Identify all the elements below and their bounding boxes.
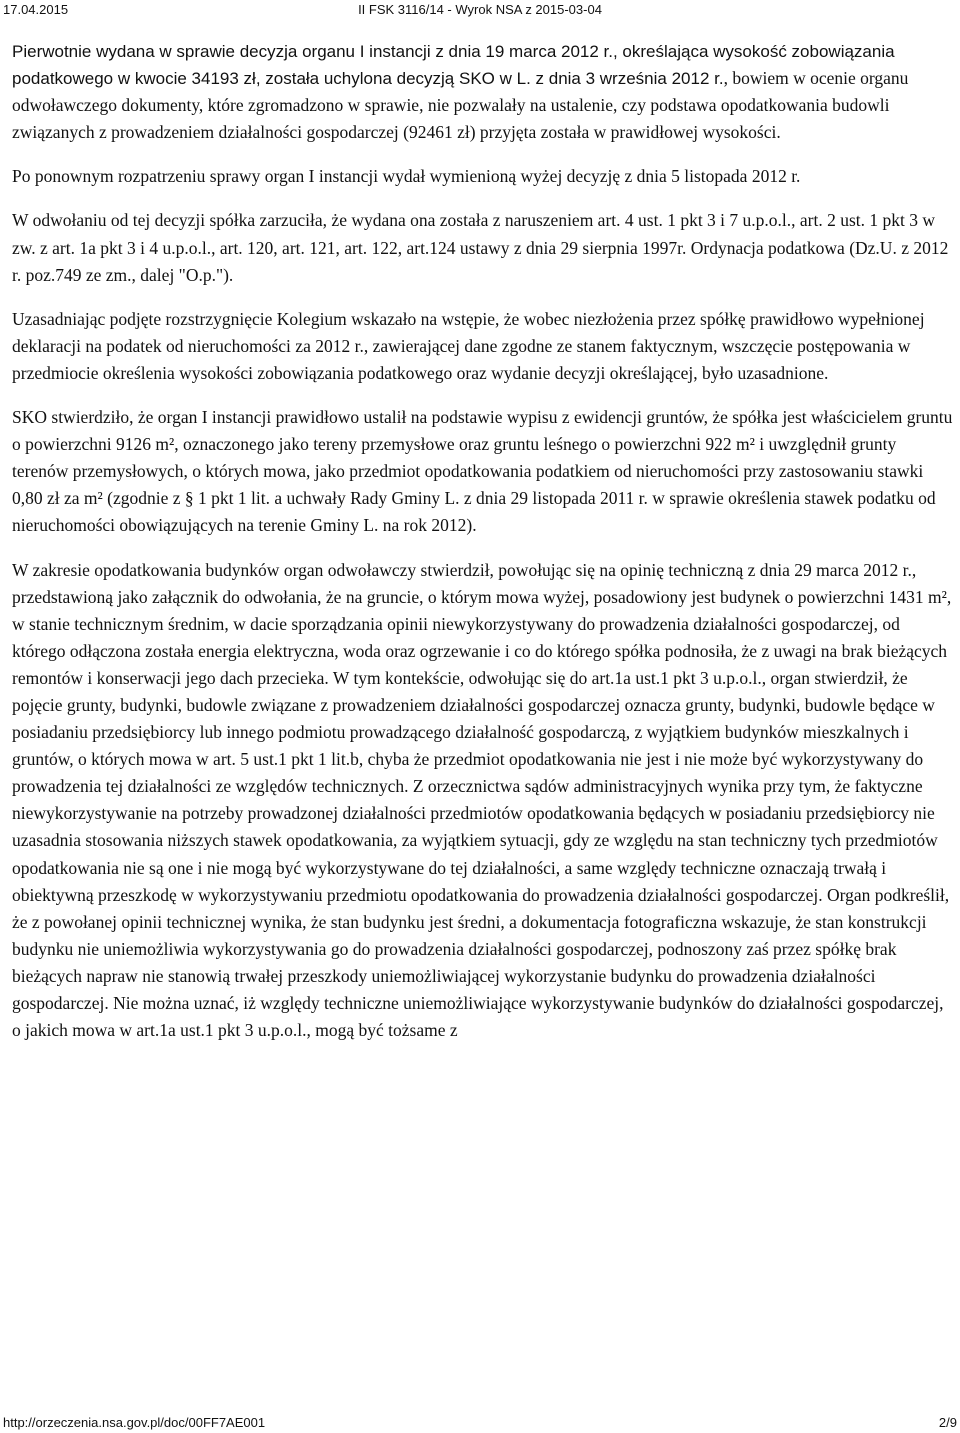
- paragraph-4: Uzasadniając podjęte rozstrzygnięcie Kolegium wskazało na wstępie, że wobec niezłożenia przez spółkę prawidłowo wypełnionej deklaracji na podatek od nieruchomości za 2012 r., zawierającej dane zgodne ze stanem faktycznym, wszczęcie postępowania w przedmiocie określenia wysokości zobowiązania podatkowego oraz wydanie decyzji określającej, było uzasadnione.: [12, 308, 925, 383]
- paragraph-6: W zakresie opodatkowania budynków organ odwoławczy stwierdził, powołując się na opinię techniczną z dnia 29 marca 2012 r., przedstawioną jako załącznik do odwołania, że na gruncie, o którym mowa wyżej, posadowiony jest budynek o powierzchni 1431 m², w stanie technicznym średnim, w dacie sporządzania opinii niewykorzystywany do prowadzenia działalności gospodarczej, od którego odłączona została energia elektryczna, woda oraz ogrzewanie i co do którego spółka podnosiła, że z uwagi na brak bieżących remontów i konserwacji jego dach przecieka. W tym kontekście, odwołując się do art.1a ust.1 pkt 3 u.p.o.l., organ stwierdził, że pojęcie grunty, budynki, budowle związane z prowadzeniem działalności gospodarczej oznacza grunty, budynki, budowle będące w posiadaniu przedsiębiorcy lub innego podmiotu prowadzącego działalność gospodarczą, z wyjątkiem budynków mieszkalnych i gruntów, o których mowa w art. 5 ust.1 pkt 1 lit.b, chyba że przedmiot opodatkowania nie jest i nie może być wykorzystywany do prowadzenia tej działalności ze względów technicznych. Z orzecznictwa sądów administracyjnych wynika przy tym, że faktyczne niewykorzystywanie na potrzeby prowadzonej działalności przedmiotów opodatkowania będących w posiadaniu przedsiębiorcy nie uzasadnia stosowania niższych stawek opodatkowania, za wyjątkiem sytuacji, gdy ze względu na stan techniczny tych przedmiotów opodatkowania nie są one i nie mogą być wykorzystywane do tej działalności, a same względy techniczne oznaczają trwałą i obiektywną przeszkodę w wykorzystywaniu przedmiotu opodatkowania do prowadzenia działalności gospodarczej. Organ podkreślił, że z powołanej opinii technicznej wynika, że stan budynku jest średni, a dokumentacja fotograficzna wskazuje, że stan konstrukcji budynku nie uniemożliwia wykorzystywania go do prowadzenia działalności gospodarczej, podnoszony zaś przez spółkę brak bieżących napraw nie stanowią trwałej przeszkody uniemożliwiającej wykorzystanie budynku do prowadzenia działalności gospodarczej. Nie można uznać, iż względy techniczne uniemożliwiające wykorzystywanie budynków do działalności gospodarczej, o jakich mowa w art.1a ust.1 pkt 3 u.p.o.l., mogą być tożsame z: [12, 559, 952, 1041]
- document-title: II FSK 3116/14 - Wyrok NSA z 2015-03-04: [358, 2, 602, 17]
- paragraph-2: Po ponownym rozpatrzeniu sprawy organ I instancji wydał wymienioną wyżej decyzję z dnia 5 listopada 2012 r.: [12, 166, 801, 187]
- paragraph-1-part-b: , bowiem w ocenie organu odwoławczego dokumenty, które zgromadzono w sprawie, nie pozwalały na ustalenie, czy podstawa opodatkowania budowli związanych z prowadzeniem działalności gospodarczej (92461 zł) przyjęta została w prawidłowej wysokości.: [12, 68, 909, 143]
- paragraph-3: W odwołaniu od tej decyzji spółka zarzuciła, że wydana ona została z naruszeniem art. 4 ust. 1 pkt 3 i 7 u.p.o.l., art. 2 ust. 1 pkt 3 w zw. z art. 1a pkt 3 i 4 u.p.o.l., art. 120, art. 121, art. 122, art.124 ustawy z dnia 29 sierpnia 1997r. Ordynacja podatkowa (Dz.U. z 2012 r. poz.749 ze zm., dalej "O.p.").: [12, 210, 949, 285]
- print-footer: [0, 1413, 960, 1433]
- paragraph-1-part-a: Pierwotnie wydana w sprawie decyzja organu I instancji z dnia 19 marca 2012 r., określająca wysokość zobowiązania podatkowego w kwocie 34193 zł, została uchylona decyzją SKO w L. z dnia 3 września 2012 r.: [12, 42, 895, 89]
- paragraph-5: SKO stwierdziło, że organ I instancji prawidłowo ustalił na podstawie wypisu z ewidencji gruntów, że spółka jest właścicielem gruntu o powierzchni 9126 m², oznaczonego jako tereny przemysłowe oraz gruntu leśnego o powierzchni 922 m² i uwzględnił grunty terenów przemysłowych, o których mowa, jako przedmiot opodatkowania podatkiem od nieruchomości przy zastosowaniu stawki 0,80 zł za m² (zgodnie z § 1 pkt 1 lit. a uchwały Rady Gminy L. z dnia 29 listopada 2011 r. w sprawie określenia stawek podatku od nieruchomości obowiązujących na terenie Gminy L. na rok 2012).: [12, 407, 953, 536]
- page-number: 2/9: [938, 1415, 957, 1430]
- document-body: [12, 38, 956, 1061]
- paragraph-1: [12, 38, 956, 146]
- print-header: [0, 0, 960, 20]
- document-url[interactable]: http://orzeczenia.nsa.gov.pl/doc/00FF7AE001: [3, 1415, 266, 1430]
- print-date: 17.04.2015: [3, 2, 69, 17]
